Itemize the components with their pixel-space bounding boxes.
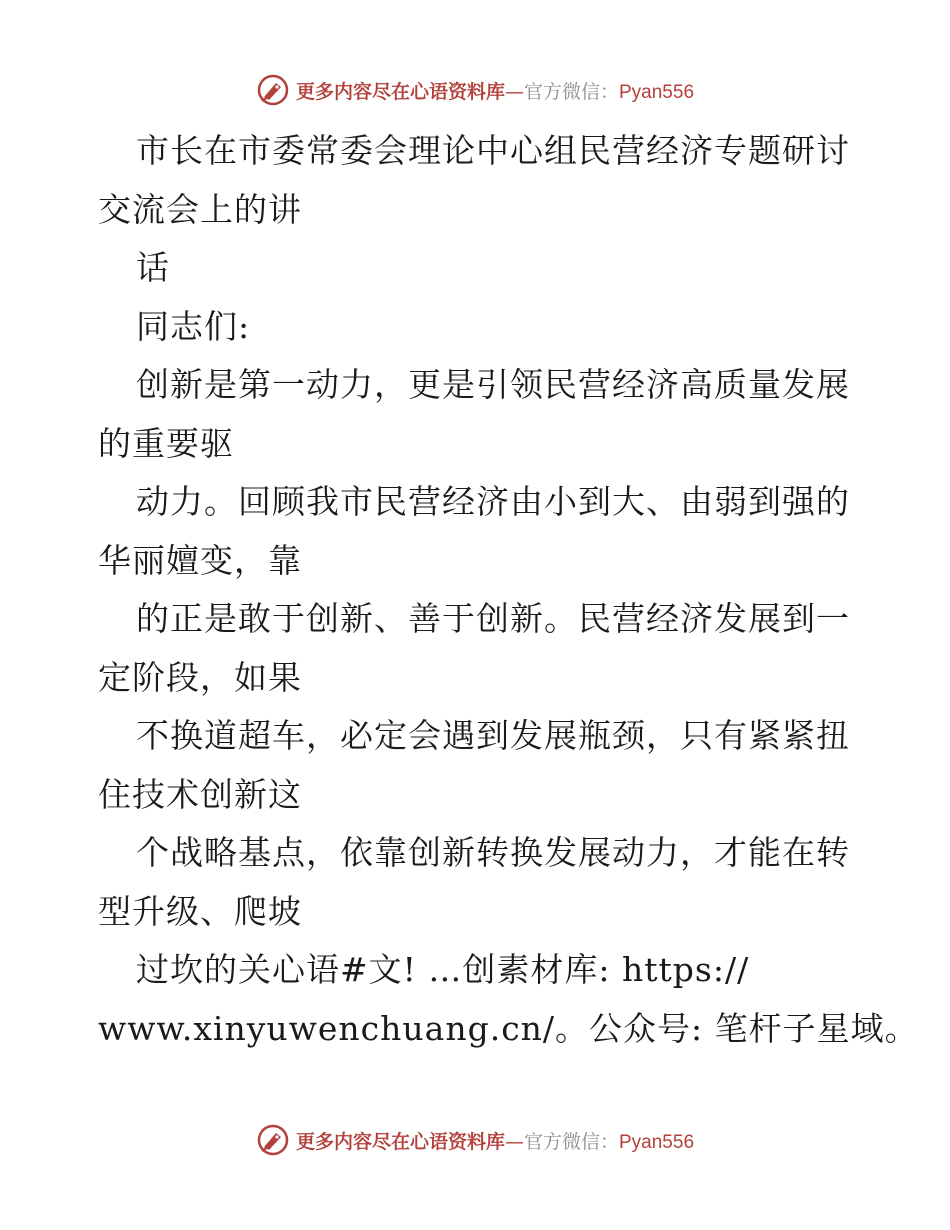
paragraph-line: 的重要驱 xyxy=(98,423,234,463)
banner-wechat-id: Pyan556 xyxy=(619,81,695,103)
paragraph-line: 的正是敢于创新、善于创新。民营经济发展到一 xyxy=(136,599,850,638)
doc-title-line: 交流会上的讲 xyxy=(98,189,302,229)
paragraph-line: 不换道超车，必定会遇到发展瓶颈，只有紧紧扭 xyxy=(136,716,850,755)
paragraph-line: 过坎的关心语#文! …创素材库: https:// xyxy=(136,950,750,989)
pen-nib-logo-icon xyxy=(256,1123,290,1157)
paragraph-line: 创新是第一动力，更是引领民营经济高质量发展 xyxy=(136,365,850,404)
banner-main: 更多内容尽在心语资料库 xyxy=(295,1130,505,1153)
paragraph-line: 型升级、爬坡 xyxy=(98,891,302,931)
banner-dash: — xyxy=(504,1130,524,1153)
footer-banner xyxy=(0,1120,950,1160)
paragraph-line: 定阶段，如果 xyxy=(98,657,302,697)
paragraph-line: 动力。回顾我市民营经济由小到大、由弱到强的 xyxy=(136,482,850,521)
document-body xyxy=(98,122,919,1058)
paragraph-line: 个战略基点，依靠创新转换发展动力，才能在转 xyxy=(136,833,850,872)
banner-dash: — xyxy=(504,80,524,103)
paragraph-line: 住技术创新这 xyxy=(98,774,302,814)
paragraph-line: www.xinyuwenchuang.cn/。公众号: 笔杆子星域。 xyxy=(98,1008,919,1048)
doc-title-line: 市长在市委常委会理论中心组民营经济专题研讨 xyxy=(136,131,850,170)
banner-wechat-label: 官方微信： xyxy=(523,1130,619,1153)
banner-wechat-label: 官方微信： xyxy=(523,80,619,103)
pen-nib-logo-icon xyxy=(256,73,290,107)
banner-text xyxy=(296,77,694,104)
banner-main: 更多内容尽在心语资料库 xyxy=(295,80,505,103)
paragraph-line: 华丽嬗变，靠 xyxy=(98,540,302,580)
banner-text xyxy=(296,1127,694,1154)
header-banner xyxy=(0,70,950,110)
banner-wechat-id: Pyan556 xyxy=(619,1131,695,1153)
salutation: 同志们: xyxy=(136,306,251,346)
doc-title-line: 话 xyxy=(136,248,170,287)
